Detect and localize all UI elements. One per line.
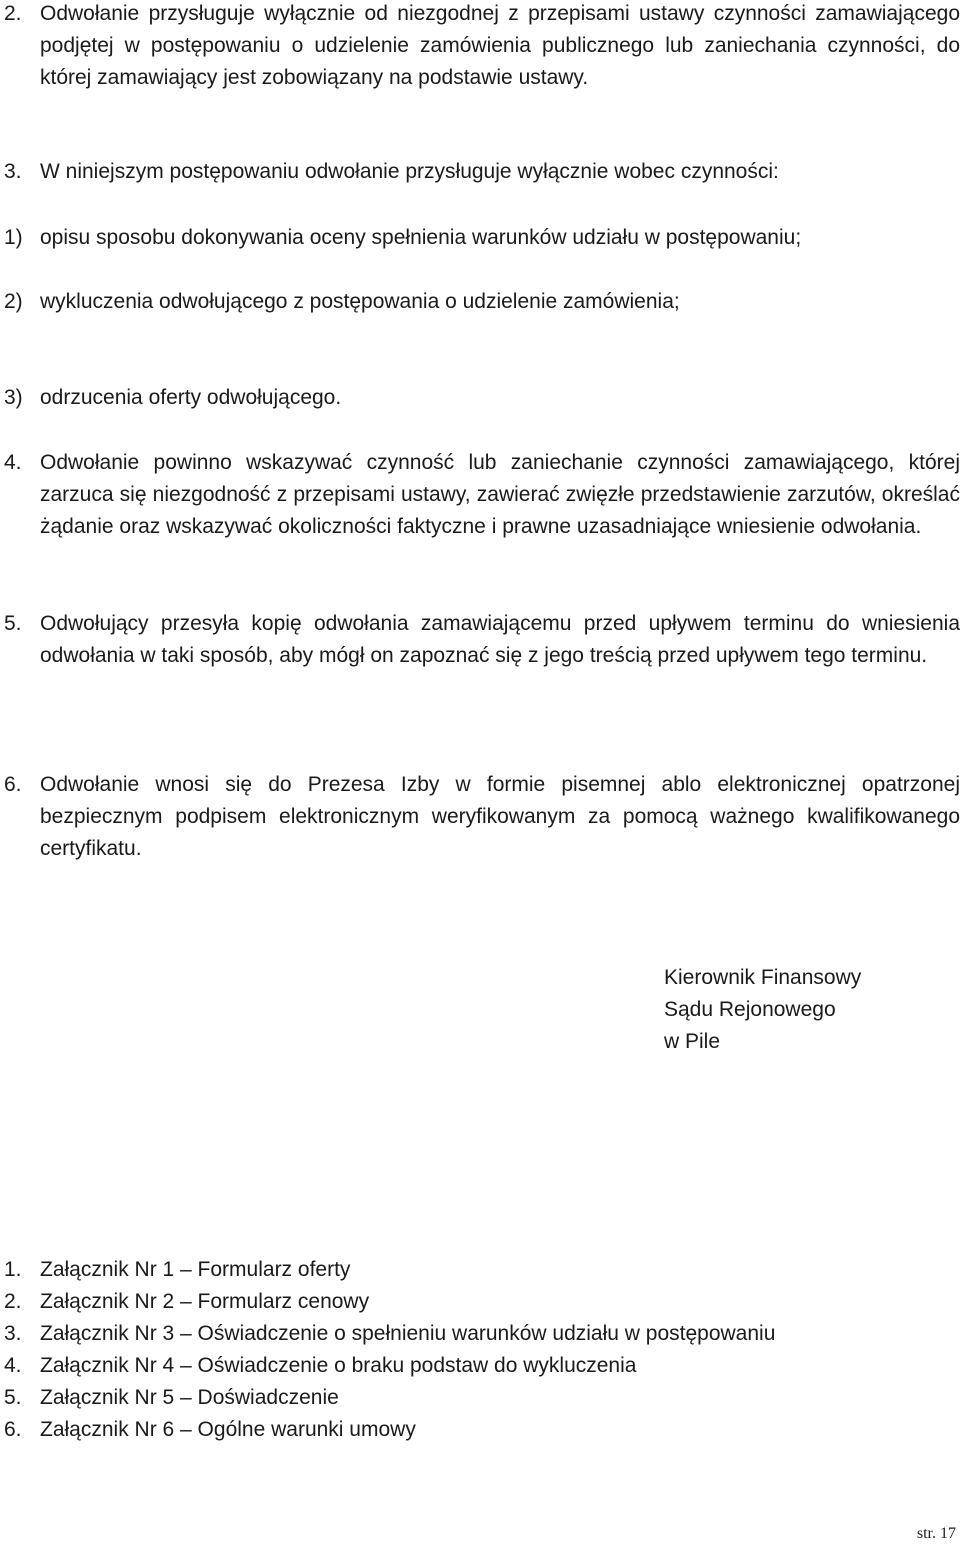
attachment-text: Załącznik Nr 3 – Oświadczenie o spełnieniu warunków udziału w postępowaniu [40,1322,776,1345]
subitem-number: 3) [4,386,23,409]
signature-line-2: Sądu Rejonowego [664,998,836,1021]
attachment-number: 2. [4,1290,22,1313]
attachment-item [4,1318,960,1350]
signature-block [664,962,954,1058]
attachment-text: Załącznik Nr 5 – Doświadczenie [40,1386,339,1409]
paragraph-2 [4,0,960,94]
attachment-number: 6. [4,1418,22,1441]
paragraph-number: 2. [4,2,22,25]
paragraph-number: 6. [4,773,22,796]
attachment-item [4,1382,960,1414]
subitem-text: opisu sposobu dokonywania oceny spełnienia warunków udziału w postępowaniu; [40,226,802,249]
subitem-number: 1) [4,226,23,249]
paragraph-number: 3. [4,160,22,183]
subitem-text: wykluczenia odwołującego z postępowania o udzielenie zamówienia; [40,290,680,313]
paragraph-text: Odwołanie przysługuje wyłącznie od niezgodnej z przepisami ustawy czynności zamawiającego podjętej w postępowaniu o udzielenie zamówienia publicznego lub zaniechania czynności, do której zamawiający jest zobowiązany na podstawie ustawy. [40,2,960,89]
attachment-text: Załącznik Nr 2 – Formularz cenowy [40,1290,370,1313]
subitem-1 [4,222,960,254]
subitem-3 [4,382,960,414]
paragraph-text: Odwołanie wnosi się do Prezesa Izby w formie pisemnej ablo elektronicznej opatrzonej bezpiecznym podpisem elektronicznym weryfikowanym za pomocą ważnego kwalifikowanego certyfikatu. [40,773,960,860]
paragraph-text: W niniejszym postępowaniu odwołanie przysługuje wyłącznie wobec czynności: [40,160,779,183]
page-number: str. 17 [916,1525,956,1542]
paragraph-text: Odwołujący przesyła kopię odwołania zamawiającemu przed upływem terminu do wniesienia odwołania w taki sposób, aby mógł on zapoznać się z jego treścią przed upływem tego terminu. [40,612,960,667]
attachment-number: 5. [4,1386,22,1409]
paragraph-number: 5. [4,612,22,635]
attachment-number: 1. [4,1258,22,1281]
signature-line-3: w Pile [664,1030,721,1053]
attachment-text: Załącznik Nr 6 – Ogólne warunki umowy [40,1418,416,1441]
paragraph-6 [4,769,960,865]
attachment-text: Załącznik Nr 4 – Oświadczenie o braku podstaw do wykluczenia [40,1354,637,1377]
paragraph-text: Odwołanie powinno wskazywać czynność lub zaniechanie czynności zamawiającego, której zarzuca się niezgodność z przepisami ustawy, zawierać zwięzłe przedstawienie zarzutów, określać żądanie oraz wskazywać okoliczności faktyczne i prawne uzasadniające wniesienie odwołania. [40,451,960,538]
attachment-item [4,1286,960,1318]
attachment-item [4,1254,960,1286]
paragraph-4 [4,447,960,543]
subitem-text: odrzucenia oferty odwołującego. [40,386,342,409]
attachment-item [4,1414,960,1446]
paragraph-number: 4. [4,451,22,474]
subitem-number: 2) [4,290,23,313]
attachment-number: 4. [4,1354,22,1377]
subitem-2 [4,286,960,318]
attachments-list [4,1254,960,1446]
attachment-item [4,1350,960,1382]
attachment-text: Załącznik Nr 1 – Formularz oferty [40,1258,351,1281]
paragraph-5 [4,608,960,672]
paragraph-3 [4,156,960,188]
attachment-number: 3. [4,1322,22,1345]
signature-line-1: Kierownik Finansowy [664,966,862,989]
